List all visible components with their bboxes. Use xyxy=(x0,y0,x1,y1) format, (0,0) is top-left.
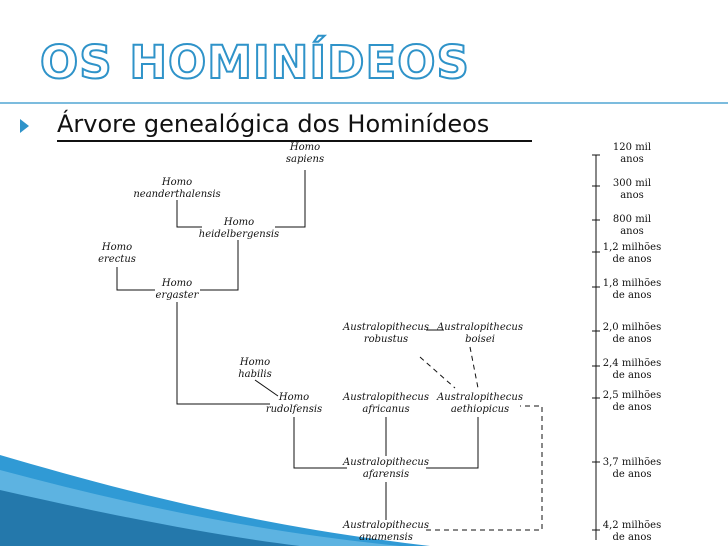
node-label-line: boisei xyxy=(465,334,495,345)
node-label-line: Homo xyxy=(101,242,133,253)
node-label-line: Homo xyxy=(161,278,193,289)
timeline-label xyxy=(603,278,661,301)
node-homo-sapiens xyxy=(286,142,324,165)
node-label-line: aethiopicus xyxy=(450,404,510,415)
node-australopithecus-boisei xyxy=(436,322,523,345)
connector-rudolfensis xyxy=(294,417,347,468)
connector-aethiopicus xyxy=(426,417,478,468)
node-label-line: Australopithecus xyxy=(343,322,429,333)
node-label-line: Homo xyxy=(239,357,271,368)
timeline-label-line: 1,2 milhões xyxy=(602,242,662,253)
node-label-line: Australopithecus xyxy=(437,392,523,403)
node-australopithecus-afarensis xyxy=(342,457,429,480)
node-homo-heidelbergensis xyxy=(199,217,279,240)
node-label-line: Homo xyxy=(278,392,310,403)
timeline-label-line: 1,8 milhões xyxy=(602,278,662,289)
timeline-label xyxy=(603,322,661,345)
tree-dashed-connectors xyxy=(420,347,542,530)
node-label-line: Australopithecus xyxy=(343,457,429,468)
node-homo-habilis xyxy=(238,357,272,380)
timeline-label xyxy=(603,358,661,381)
node-australopithecus-africanus xyxy=(342,392,429,415)
node-label-line: africanus xyxy=(362,404,410,415)
timeline-label-line: anos xyxy=(620,190,644,201)
timeline-label-line: anos xyxy=(620,226,644,237)
dashed-boisei-aethiopicus xyxy=(470,347,478,388)
node-label-line: Australopithecus xyxy=(343,392,429,403)
timeline-label-line: de anos xyxy=(612,370,652,381)
timeline-label xyxy=(603,242,661,265)
node-label-line: Australopithecus xyxy=(437,322,523,333)
node-label-line: robustus xyxy=(363,334,409,345)
connector-ergaster xyxy=(177,302,270,404)
timeline-label-line: de anos xyxy=(612,532,652,543)
connector-heidelbergensis xyxy=(200,240,238,290)
connector-neanderthal xyxy=(177,200,202,227)
node-label-line: anamensis xyxy=(359,532,413,543)
node-label-line: Australopithecus xyxy=(343,520,429,531)
timeline-label-line: 2,4 milhões xyxy=(602,358,662,369)
connector-habilis xyxy=(255,380,278,396)
node-homo-erectus xyxy=(98,242,136,265)
slide-subtitle: Árvore genealógica dos Hominídeos xyxy=(57,110,490,138)
timeline-label-line: 120 mil xyxy=(612,142,652,153)
node-label-line: habilis xyxy=(238,369,272,380)
node-label-line: sapiens xyxy=(285,154,325,165)
slide-title: OS HOMINÍDEOS xyxy=(40,36,470,89)
timeline-label-line: de anos xyxy=(612,402,652,413)
timeline-label-line: 4,2 milhões xyxy=(602,520,662,531)
node-homo-rudolfensis xyxy=(266,392,322,415)
node-label-line: Homo xyxy=(161,177,193,188)
timeline-bar xyxy=(592,155,600,540)
timeline-label-line: 800 mil xyxy=(612,214,652,225)
timeline-label-line: 300 mil xyxy=(612,178,652,189)
node-label-line: erectus xyxy=(98,254,136,265)
timeline-label-line: de anos xyxy=(612,334,652,345)
node-label-line: ergaster xyxy=(155,290,199,301)
timeline-label-line: anos xyxy=(620,154,644,165)
timeline-label-line: de anos xyxy=(612,469,652,480)
connector-sapiens xyxy=(275,170,305,227)
timeline-label xyxy=(603,520,661,543)
node-label-line: afarensis xyxy=(362,469,410,480)
node-label-line: neanderthalensis xyxy=(133,189,221,200)
timeline-label-line: 2,5 milhões xyxy=(602,390,662,401)
connector-erectus xyxy=(117,267,155,290)
node-label-line: Homo xyxy=(289,142,321,153)
timeline-label xyxy=(613,214,651,237)
timeline-label xyxy=(603,390,661,413)
timeline-label-line: de anos xyxy=(612,254,652,265)
dashed-robustus-aethiopicus xyxy=(420,357,455,388)
node-australopithecus-robustus xyxy=(342,322,429,345)
timeline-label xyxy=(603,457,661,480)
node-homo-ergaster xyxy=(156,278,200,301)
node-label-line: Homo xyxy=(223,217,255,228)
timeline-label xyxy=(613,178,651,201)
node-label-line: heidelbergensis xyxy=(198,229,280,240)
timeline-label-line: de anos xyxy=(612,290,652,301)
node-australopithecus-aethiopicus xyxy=(436,392,523,415)
timeline-label-line: 2,0 milhões xyxy=(602,322,662,333)
node-label-line: rudolfensis xyxy=(265,404,323,415)
node-homo-neanderthalensis xyxy=(133,177,220,200)
timeline-label xyxy=(613,142,651,165)
timeline-label-line: 3,7 milhões xyxy=(602,457,662,468)
